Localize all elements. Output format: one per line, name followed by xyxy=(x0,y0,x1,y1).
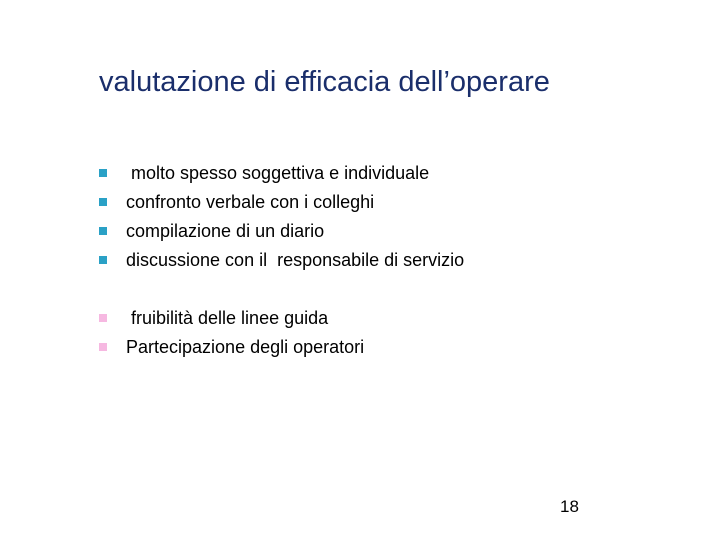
bullet-text: confronto verbale con i colleghi xyxy=(126,192,375,212)
square-bullet-icon xyxy=(99,169,107,177)
slide-title: valutazione di efficacia dell’operare xyxy=(99,66,550,98)
square-bullet-icon xyxy=(99,314,107,322)
bullet-text: molto spesso soggettiva e individuale xyxy=(126,163,430,183)
bullet-item xyxy=(98,218,325,247)
bullet-item xyxy=(98,160,430,189)
bullet-text: compilazione di un diario xyxy=(126,221,325,241)
bullet-item xyxy=(98,189,375,218)
bullet-text: Partecipazione degli operatori xyxy=(126,337,365,357)
square-bullet-icon xyxy=(99,343,107,351)
bullet-item xyxy=(98,247,465,276)
bullet-text: discussione con il responsabile di servizio xyxy=(126,250,465,270)
bullet-list-secondary xyxy=(98,305,365,363)
bullet-item xyxy=(98,334,365,363)
bullet-list-primary xyxy=(98,160,465,276)
bullet-item xyxy=(98,305,329,334)
page-number: 18 xyxy=(560,497,579,516)
square-bullet-icon xyxy=(99,198,107,206)
square-bullet-icon xyxy=(99,256,107,264)
square-bullet-icon xyxy=(99,227,107,235)
bullet-text: fruibilità delle linee guida xyxy=(126,308,329,328)
